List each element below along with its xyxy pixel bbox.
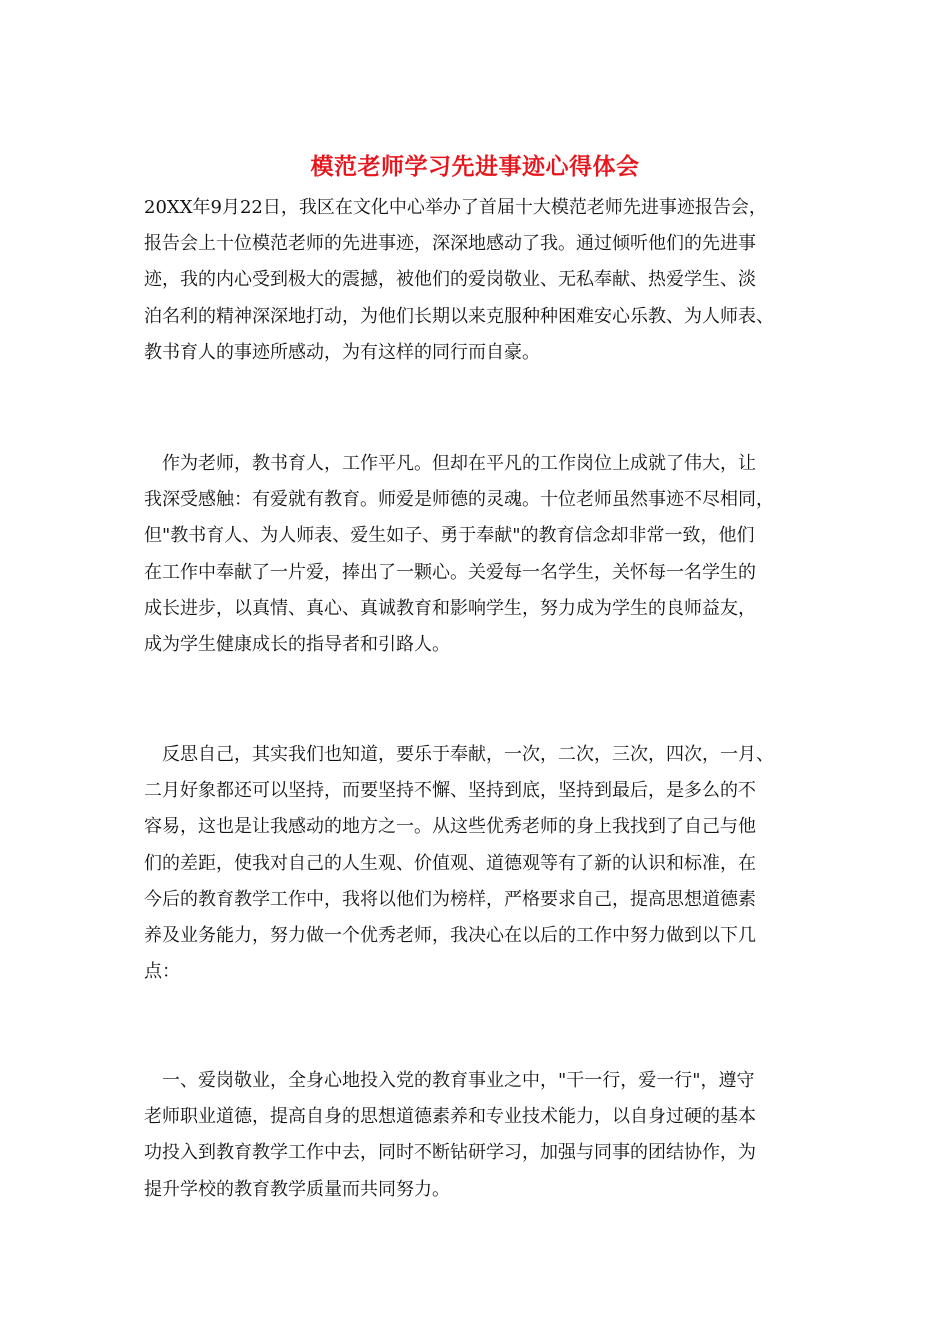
paragraph-line: 点： [144,961,180,983]
paragraph-line: 容易，这也是让我感动的地方之一。从这些优秀老师的身上我找到了自己与他 [144,816,756,838]
paragraph-line: 提升学校的教育教学质量而共同努力。 [144,1178,450,1200]
paragraph-line: 功投入到教育教学工作中去，同时不断钻研学习，加强与同事的团结协作，为 [144,1142,756,1164]
paragraph-line: 们的差距，使我对自己的人生观、价值观、道德观等有了新的认识和标准，在 [144,852,756,874]
paragraph-line: 一、爱岗敬业，全身心地投入党的教育事业之中，"干一行，爱一行"，遵守 [144,1070,755,1091]
paragraph-line: 20XX年9月22日，我区在文化中心举办了首届十大模范老师先进事迹报告会， [144,197,767,218]
paragraph-line: 二月好象都还可以坚持，而要坚持不懈、坚持到底，坚持到最后，是多么的不 [144,780,756,802]
paragraph-3 [144,737,824,990]
paragraph-2 [144,446,824,663]
paragraph-line: 反思自己，其实我们也知道，要乐于奉献，一次，二次，三次，四次，一月、 [144,744,774,765]
paragraph-line: 养及业务能力，努力做一个优秀老师，我决心在以后的工作中努力做到以下几 [144,924,756,946]
paragraph-line: 但"教书育人、为人师表、爱生如子、勇于奉献"的教育信念却非常一致，他们 [144,525,755,547]
paragraph-line: 作为老师，教书育人，工作平凡。但却在平凡的工作岗位上成就了伟大，让 [144,453,756,474]
document-title: 模范老师学习先进事迹心得体会 [310,153,640,180]
paragraph-line: 老师职业道德，提高自身的思想道德素养和专业技术能力，以自身过硬的基本 [144,1106,756,1128]
paragraph-line: 报告会上十位模范老师的先进事迹，深深地感动了我。通过倾听他们的先进事 [144,233,756,255]
paragraph-line: 今后的教育教学工作中，我将以他们为榜样，严格要求自己，提高思想道德素 [144,888,756,910]
paragraph-line: 迹，我的内心受到极大的震撼，被他们的爱岗敬业、无私奉献、热爱学生、淡 [144,269,756,291]
paragraph-line: 泊名利的精神深深地打动，为他们长期以来克服种种困难安心乐教、为人师表、 [144,305,774,327]
paragraph-line: 成为学生健康成长的指导者和引路人。 [144,633,450,655]
paragraph-4 [144,1063,824,1208]
paragraph-line: 我深受感触：有爱就有教育。师爱是师德的灵魂。十位老师虽然事迹不尽相同， [144,489,774,511]
paragraph-line: 教书育人的事迹所感动，为有这样的同行而自豪。 [144,341,540,363]
paragraph-line: 在工作中奉献了一片爱，捧出了一颗心。关爱每一名学生，关怀每一名学生的 [144,561,756,583]
paragraph-1 [144,190,824,371]
paragraph-line: 成长进步，以真情、真心、真诚教育和影响学生，努力成为学生的良师益友， [144,597,756,619]
